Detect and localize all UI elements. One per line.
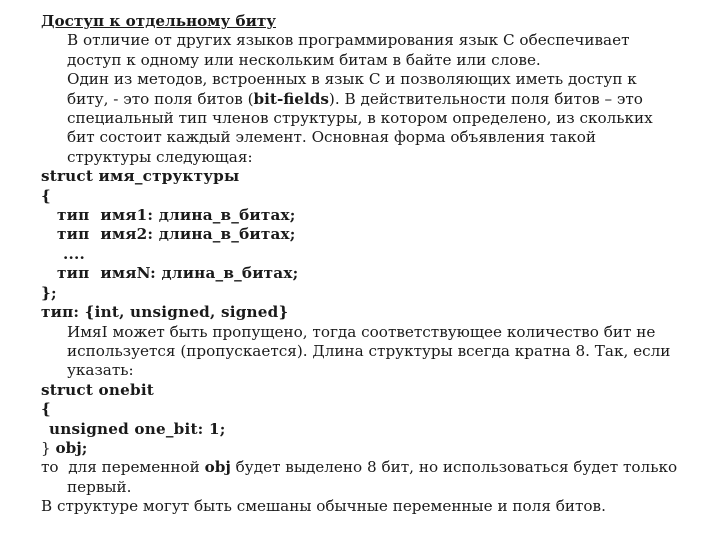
paragraph-intro-line-1: В отличие от других языков программирования язык С обеспечивает: [67, 31, 630, 50]
paragraph-methods-line-2: [41, 90, 691, 109]
code-close-brace: };: [41, 283, 57, 302]
paragraph-methods-line-4: бит состоит каждый элемент. Основная форма объявления такой: [67, 128, 596, 147]
paragraph-name-omit-line-3: указать:: [67, 361, 134, 380]
code-field-2: тип имя2: длина_в_битах;: [57, 225, 296, 244]
code2-close-line: [41, 439, 691, 458]
paragraph-methods-line-3: специальный тип членов структуры, в котором определено, из скольких: [67, 109, 653, 128]
code-field-n: тип имяN: длина_в_битах;: [57, 264, 299, 283]
text-segment: будет выделено 8 бит, но использоваться будет только: [230, 458, 678, 477]
code-struct-declaration: struct имя_структуры: [41, 167, 240, 186]
section-title: Доступ к отдельному биту: [41, 12, 276, 30]
code-type-list: тип: {int, unsigned, signed}: [41, 303, 289, 322]
text-segment: то для переменной: [41, 458, 205, 477]
paragraph-intro-line-2: доступ к одному или нескольким битам в байте или слове.: [67, 50, 541, 69]
code-open-brace: {: [41, 186, 51, 205]
obj-identifier: obj: [204, 458, 231, 477]
paragraph-name-omit-line-2: используется (пропускается). Длина структуры всегда кратна 8. Так, если: [67, 341, 671, 360]
text-segment: ). В действительности поля битов – это: [328, 89, 643, 108]
paragraph-name-omit-line-1: ИмяI может быть пропущено, тогда соответствующее количество бит не: [67, 322, 656, 341]
code2-open-brace: {: [41, 400, 51, 419]
bit-fields-term: bit-fields: [253, 89, 329, 108]
code-ellipsis: ....: [63, 244, 85, 263]
text-segment: ;: [81, 438, 88, 457]
paragraph-methods-line-1: Один из методов, встроенных в язык С и позволяющих иметь доступ к: [67, 70, 637, 89]
paragraph-mixed-fields: В структуре могут быть смешаны обычные переменные и поля битов.: [41, 497, 606, 516]
code-field-1: тип имя1: длина_в_битах;: [57, 206, 296, 225]
text-segment: }: [41, 438, 56, 457]
paragraph-obj-line-1: [41, 458, 691, 477]
text-segment: биту, - это поля битов (: [67, 89, 254, 108]
code2-struct-declaration: struct onebit: [41, 380, 154, 399]
code2-field: unsigned one_bit: 1;: [49, 419, 226, 438]
paragraph-obj-line-2: первый.: [67, 477, 132, 496]
paragraph-methods-line-5: структуры следующая:: [67, 147, 253, 166]
document-page: [41, 12, 691, 517]
obj-identifier: obj: [55, 438, 82, 457]
